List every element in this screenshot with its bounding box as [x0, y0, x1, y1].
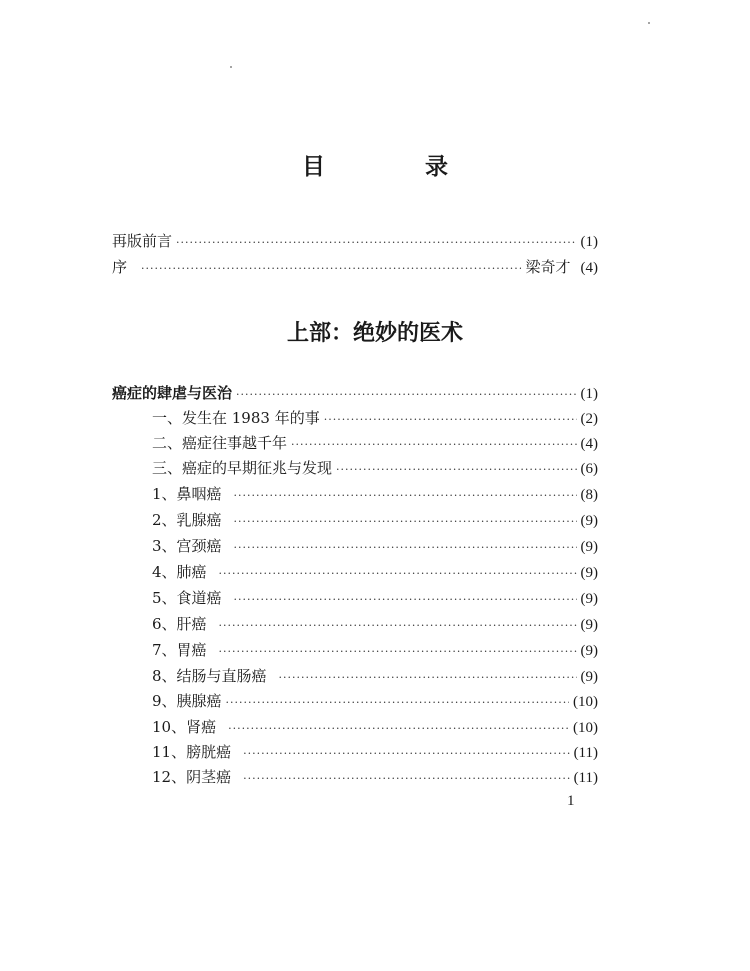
entry-label: 序: [112, 258, 128, 276]
leader-dots: [234, 541, 577, 554]
leader-dots: [176, 236, 576, 249]
entry-page: (8): [580, 487, 598, 503]
title-char-2: 录: [425, 154, 448, 180]
toc-entry-section[interactable]: [152, 407, 598, 431]
part-title: 上部：绝妙的医术: [286, 321, 463, 346]
leader-dots: [234, 489, 577, 502]
entry-label: 3、宫颈癌: [152, 537, 222, 555]
toc-entry-section[interactable]: [152, 432, 598, 456]
toc-entry-subsection[interactable]: [152, 587, 598, 611]
toc-entry-chapter[interactable]: [112, 382, 598, 406]
toc-entry-subsection[interactable]: [152, 613, 598, 637]
entry-page: (6): [580, 461, 598, 477]
entry-label: 9、胰腺癌: [152, 692, 222, 710]
leader-dots: [234, 593, 577, 606]
entry-label: 10、肾癌: [152, 718, 217, 736]
entry-page: (9): [580, 643, 598, 659]
entry-label: 11、膀胱癌: [152, 743, 232, 761]
entry-page: (9): [580, 669, 598, 685]
toc-entry-subsection[interactable]: [152, 509, 598, 533]
page-number: 1: [567, 793, 575, 809]
entry-page: (10): [573, 694, 598, 710]
leader-dots: [291, 438, 576, 451]
title-char-1: 目: [302, 154, 325, 180]
entry-page: (4): [580, 436, 598, 452]
entry-page: (2): [580, 411, 598, 427]
scan-speck: [230, 66, 232, 68]
leader-dots: [324, 413, 577, 426]
leader-dots: [243, 747, 569, 760]
entry-label: 三、癌症的早期征兆与发现: [152, 459, 333, 477]
leader-dots: [243, 772, 569, 785]
leader-dots: [228, 722, 569, 735]
entry-label: 12、阴茎癌: [152, 768, 232, 786]
leader-dots: [219, 567, 577, 580]
toc-entry-subsection[interactable]: [152, 716, 598, 740]
leader-dots: [141, 262, 521, 275]
leader-dots: [234, 515, 577, 528]
entry-page: (9): [580, 513, 598, 529]
entry-page: (11): [573, 745, 598, 761]
entry-label: 6、肝癌: [152, 615, 207, 633]
toc-entry-subsection[interactable]: [152, 639, 598, 663]
toc-entry-foreword[interactable]: [112, 256, 598, 280]
entry-label: 再版前言: [112, 232, 173, 250]
entry-page: (1): [580, 386, 598, 402]
entry-page: (4): [580, 260, 598, 276]
toc-entry-subsection[interactable]: [152, 665, 598, 689]
entry-label: 癌症的肆虐与医治: [112, 384, 233, 402]
entry-author: 梁奇才: [525, 258, 571, 276]
toc-entry-subsection[interactable]: [152, 690, 598, 714]
entry-page: (9): [580, 539, 598, 555]
entry-page: (1): [580, 234, 598, 250]
toc-entry-subsection[interactable]: [152, 741, 598, 765]
toc-entry-section[interactable]: [152, 457, 598, 481]
toc-entry-subsection[interactable]: [152, 535, 598, 559]
toc-entry-subsection[interactable]: [152, 561, 598, 585]
page-title: [0, 148, 750, 181]
leader-dots: [219, 619, 577, 632]
entry-label: 7、胃癌: [152, 641, 207, 659]
leader-dots: [236, 388, 576, 401]
leader-dots: [336, 463, 576, 476]
entry-label: 一、发生在 1983 年的事: [152, 409, 320, 427]
entry-label: 二、癌症往事越千年: [152, 434, 288, 452]
leader-dots: [219, 645, 577, 658]
toc-entry-subsection[interactable]: [152, 483, 598, 507]
leader-dots: [279, 671, 577, 684]
entry-label: 8、结肠与直肠癌: [152, 667, 267, 685]
entry-page: (11): [573, 770, 598, 786]
leader-dots: [226, 696, 569, 709]
entry-page: (9): [580, 617, 598, 633]
entry-label: 5、食道癌: [152, 589, 222, 607]
entry-page: (10): [573, 720, 598, 736]
toc-entry-preface[interactable]: [112, 230, 598, 254]
entry-label: 2、乳腺癌: [152, 511, 222, 529]
entry-label: 4、肺癌: [152, 563, 207, 581]
entry-label: 1、鼻咽癌: [152, 485, 222, 503]
entry-page: (9): [580, 565, 598, 581]
entry-page: (9): [580, 591, 598, 607]
toc-entry-subsection[interactable]: [152, 766, 598, 790]
scan-speck: [648, 22, 650, 24]
